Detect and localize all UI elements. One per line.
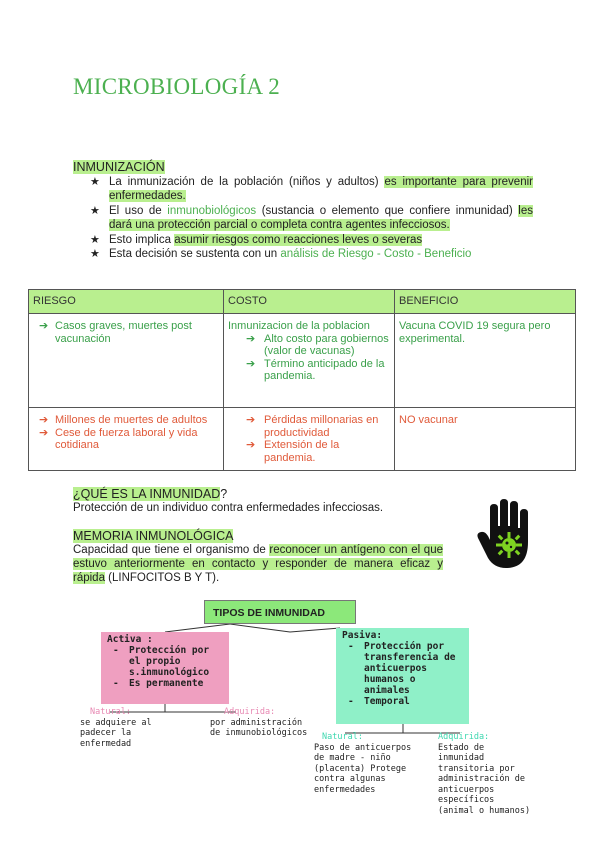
list-item: ➔ Término anticipado de la pandemia. [246,357,385,382]
list-item: ★ La inmunización de la población (niños y adultos) es importante para prevenir enfermedades. [90,175,533,202]
activa-box [101,632,229,704]
star-icon: ★ [90,248,100,260]
column-header-costo: COSTO [224,290,395,314]
arrow-icon: ➔ [246,439,256,451]
list-item: ➔ Cese de fuerza laboral y vida cotidiana [39,426,198,451]
memoria-text: Capacidad que tiene el organismo de reconocer un antígeno con el que estuvo anteriormente en contacto y responder de manera eficaz y rápida (LINFOCITOS B Y T). [73,544,443,584]
list-item: ➔ Extensión de la pandemia. [246,439,340,464]
list-item: ➔ Casos graves, muertes post vacunación [39,320,192,345]
pasiva-box [336,628,469,724]
star-icon: ★ [90,175,100,188]
table-cell: NO vacunar [395,408,576,471]
list-item: - Protección por el propio s.inmunológico [113,645,210,678]
list-item: ➔ Millones de muertes de adultos [39,414,208,426]
inmunizacion-heading: INMUNIZACIÓN [73,160,165,174]
column-header-beneficio: BENEFICIO [395,290,576,314]
list-item: ★ Esta decisión se sustenta con un análisis de Riesgo - Costo - Beneficio [90,248,472,260]
table-cell: Vacuna COVID 19 segura pero experimental. [395,314,576,408]
inmunidad-text: Protección de un individuo contra enfermedades infecciosas. [73,502,384,514]
arrow-icon: ➔ [246,414,256,426]
list-item: - Temporal [348,696,410,707]
arrow-icon: ➔ [246,357,256,370]
costo-intro: Inmunizacion de la poblacion [228,320,370,332]
star-icon: ★ [90,233,100,246]
arrow-icon: ➔ [246,332,256,345]
list-item: ➔ Alto costo para gobiernos (valor de vacunas) [246,332,389,357]
inmunidad-heading: ¿QUÉ ES LA INMUNIDAD? [73,487,228,501]
activa-label: Activa : [107,634,153,645]
list-item: ➔ Pérdidas millonarias en productividad [246,414,379,439]
list-item: ★ Esto implica asumir riesgos como reacciones leves o severas [90,233,423,246]
activa-adquirida-note: Adquirida: por administración de inmunobiológicos [210,707,308,738]
memoria-heading: MEMORIA INMUNOLÓGICA [73,529,234,543]
pasiva-label: Pasiva: [342,630,383,641]
list-item: - Es permanente [113,678,204,689]
page-title: MICROBIOLOGÍA 2 [73,74,281,99]
arrow-icon: ➔ [39,414,49,426]
arrow-icon: ➔ [39,426,49,439]
diagram-title: TIPOS DE INMUNIDAD [204,600,356,624]
arrow-icon: ➔ [39,320,49,332]
activa-natural-note: Natural: se adquiere al padecer la enfermedad [80,707,152,749]
star-icon: ★ [90,204,100,217]
pasiva-natural-note: Natural: Paso de anticuerpos de madre - niño (placenta) Protege contra algunas enfermedades [314,732,412,795]
list-item: - Protección por transferencia de anticuerpos humanos o animales [348,641,456,696]
list-item: ★ El uso de inmunobiológicos (sustancia o elemento que confiere inmunidad) les dará una protección parcial o completa contra agentes infecciosos. [90,204,533,231]
column-header-riesgo: RIESGO [29,290,224,314]
pasiva-adquirida-note: Adquirida: Estado de inmunidad transitoria por administración de anticuerpos específicos (animal o humanos) [438,732,531,816]
